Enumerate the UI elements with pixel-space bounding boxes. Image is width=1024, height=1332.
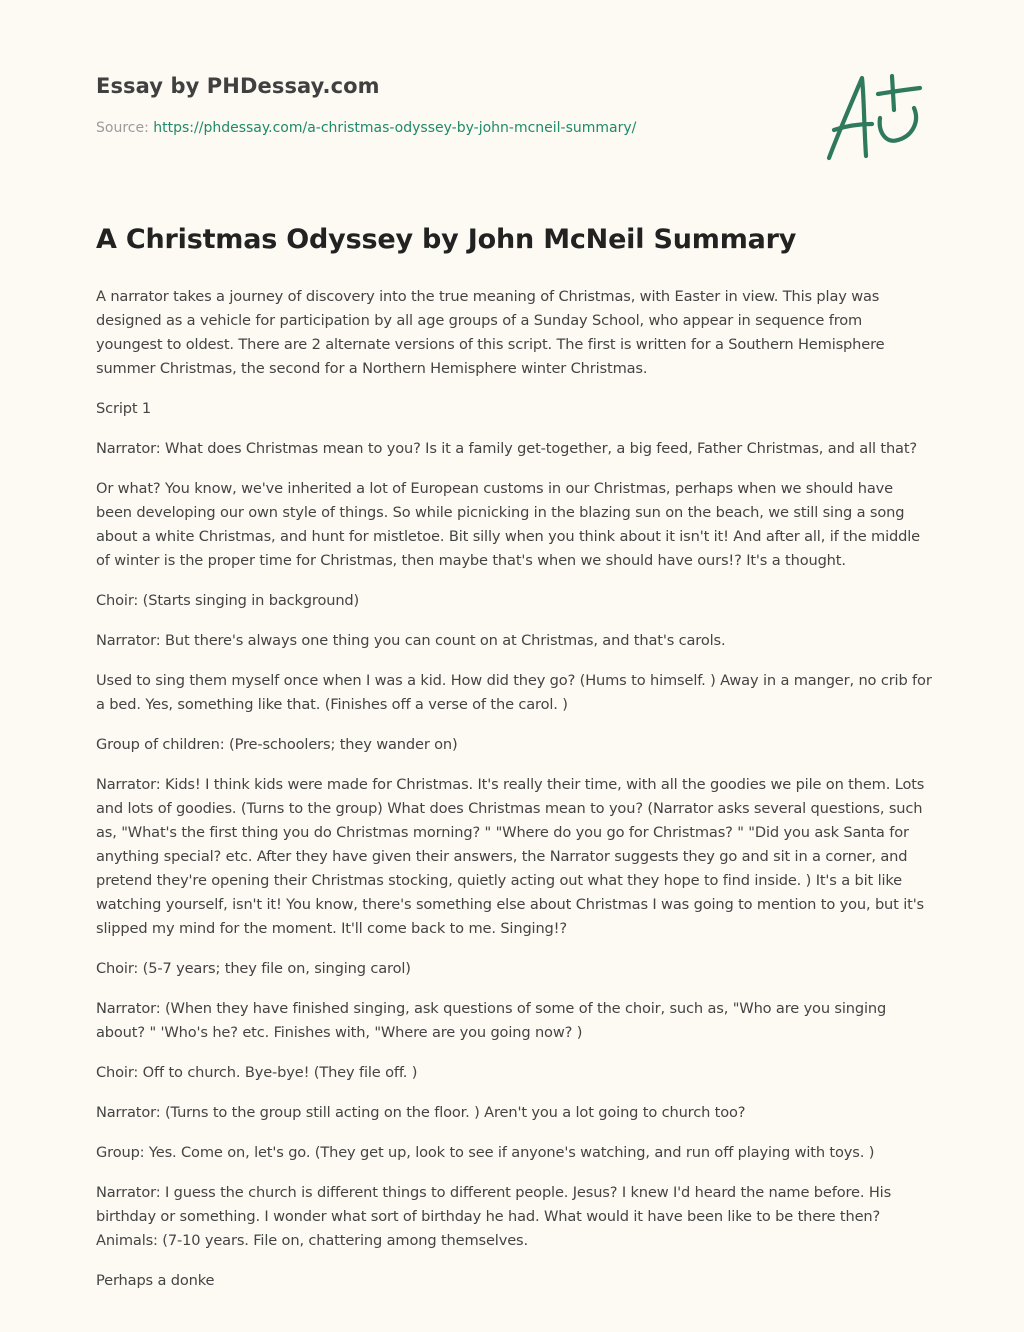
paragraph: Choir: Off to church. Bye-bye! (They file off. )	[96, 1064, 418, 1081]
site-title: Essay by PHDessay.com	[96, 74, 380, 98]
source-label: Source:	[96, 120, 149, 136]
paragraph: Used to sing them myself once when I was a kid. How did they go? (Hums to himself. ) Away in a manger, no crib for a bed. Yes, something like that. (Finishes off a verse of the carol. )	[96, 672, 932, 713]
paragraph: Narrator: What does Christmas mean to you? Is it a family get-together, a big feed, Father Christmas, and all that?	[96, 440, 918, 457]
paragraph: Narrator: (Turns to the group still acting on the floor. ) Aren't you a lot going to church too?	[96, 1104, 746, 1121]
paragraph: Perhaps a donke	[96, 1272, 215, 1289]
paragraph: Or what? You know, we've inherited a lot of European customs in our Christmas, perhaps when we should have been developing our own style of things. So while picnicking in the blazing sun on the beach, we still sing a song about a white Christmas, and hunt for mistletoe. Bit silly when you think about it isn't it! And after all, if the middle of winter is the proper time for Christmas, then maybe that's when we should have ours!? It's a thought.	[96, 480, 920, 569]
document-body	[96, 285, 932, 1309]
source-line	[96, 120, 736, 136]
paragraph: A narrator takes a journey of discovery into the true meaning of Christmas, with Easter in view. This play was designed as a vehicle for participation by all age groups of a Sunday School, who appear in sequence from youngest to oldest. There are 2 alternate versions of this script. The first is written for a Southern Hemisphere summer Christmas, the second for a Northern Hemisphere winter Christmas.	[96, 288, 885, 377]
source-link[interactable]: https://phdessay.com/a-christmas-odyssey-by-john-mcneil-summary/	[153, 120, 637, 136]
paragraph: Narrator: But there's always one thing you can count on at Christmas, and that's carols.	[96, 632, 726, 649]
a-plus-grade-icon	[820, 66, 930, 166]
paragraph: Narrator: (When they have finished singing, ask questions of some of the choir, such as, "Who are you singing about? " 'Who's he? etc. Finishes with, "Where are you going now? )	[96, 1000, 887, 1041]
document-title: A Christmas Odyssey by John McNeil Summary	[96, 224, 797, 255]
paragraph: Group of children: (Pre-schoolers; they wander on)	[96, 736, 458, 753]
paragraph: Narrator: I guess the church is different things to different people. Jesus? I knew I'd heard the name before. His birthday or something. I wonder what sort of birthday he had. What would it have been like to be there then? Animals: (7-10 years. File on, chattering among themselves.	[96, 1184, 892, 1249]
paragraph: Group: Yes. Come on, let's go. (They get up, look to see if anyone's watching, and run off playing with toys. )	[96, 1144, 875, 1161]
paragraph: Narrator: Kids! I think kids were made for Christmas. It's really their time, with all the goodies we pile on them. Lots and lots of goodies. (Turns to the group) What does Christmas mean to you? (Narrator asks several questions, such as, "What's the first thing you do Christmas morning? " "Where do you go for Christmas? " "Did you ask Santa for anything special? etc. After they have given their answers, the Narrator suggests they go and sit in a corner, and pretend they're opening their Christmas stocking, quietly acting out what they hope to find inside. ) It's a bit like watching yourself, isn't it! You know, there's something else about Christmas I was going to mention to you, but it's slipped my mind for the moment. It'll come back to me. Singing!?	[96, 776, 925, 937]
paragraph: Script 1	[96, 400, 152, 417]
paragraph: Choir: (Starts singing in background)	[96, 592, 360, 609]
page-header	[96, 74, 736, 136]
paragraph: Choir: (5-7 years; they file on, singing carol)	[96, 960, 411, 977]
